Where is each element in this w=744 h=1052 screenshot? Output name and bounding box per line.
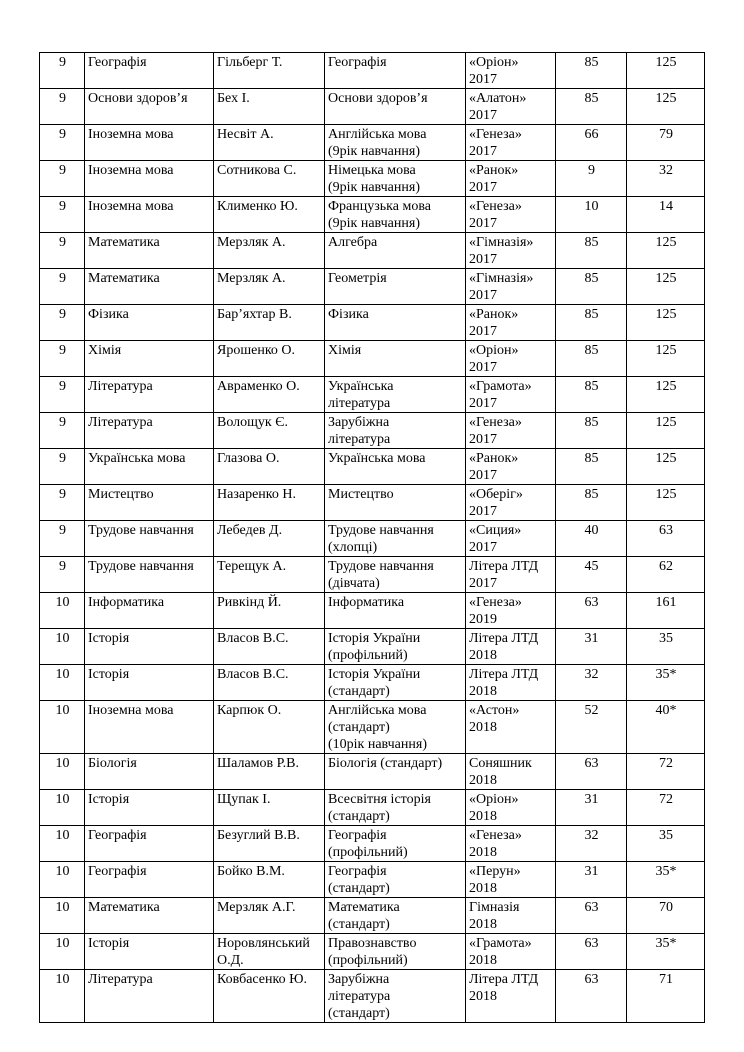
count-1-cell: 63 (556, 970, 627, 1023)
grade-cell: 9 (40, 521, 85, 557)
textbook-title-cell: Геометрія (325, 269, 466, 305)
subject-cell: Українська мова (85, 449, 214, 485)
grade-cell: 10 (40, 629, 85, 665)
count-1-cell: 85 (556, 449, 627, 485)
count-2-cell: 125 (627, 341, 705, 377)
grade-cell: 10 (40, 790, 85, 826)
table-row (40, 413, 705, 449)
author-cell: Мерзляк А.Г. (214, 898, 325, 934)
subject-cell: Географія (85, 862, 214, 898)
count-1-cell: 85 (556, 341, 627, 377)
publisher-cell: «Сиция» 2017 (466, 521, 556, 557)
subject-cell: Трудове навчання (85, 557, 214, 593)
count-2-cell: 125 (627, 305, 705, 341)
publisher-cell: «Генеза» 2017 (466, 197, 556, 233)
count-2-cell: 125 (627, 89, 705, 125)
subject-cell: Географія (85, 826, 214, 862)
subject-cell: Математика (85, 269, 214, 305)
count-2-cell: 161 (627, 593, 705, 629)
count-2-cell: 72 (627, 790, 705, 826)
subject-cell: Література (85, 970, 214, 1023)
subject-cell: Іноземна мова (85, 125, 214, 161)
textbook-title-cell: Трудове навчання (хлопці) (325, 521, 466, 557)
textbook-title-cell: Німецька мова (9рік навчання) (325, 161, 466, 197)
subject-cell: Іноземна мова (85, 161, 214, 197)
publisher-cell: «Перун» 2018 (466, 862, 556, 898)
count-1-cell: 85 (556, 485, 627, 521)
publisher-cell: «Ранок» 2017 (466, 305, 556, 341)
subject-cell: Біологія (85, 754, 214, 790)
subject-cell: Інформатика (85, 593, 214, 629)
table-row (40, 970, 705, 1023)
publisher-cell: «Генеза» 2017 (466, 125, 556, 161)
count-1-cell: 31 (556, 629, 627, 665)
publisher-cell: «Астон» 2018 (466, 701, 556, 754)
grade-cell: 10 (40, 970, 85, 1023)
table-row (40, 341, 705, 377)
grade-cell: 9 (40, 53, 85, 89)
publisher-cell: Літера ЛТД 2017 (466, 557, 556, 593)
textbook-title-cell: Історія України (профільний) (325, 629, 466, 665)
publisher-cell: Літера ЛТД 2018 (466, 970, 556, 1023)
author-cell: Гільберг Т. (214, 53, 325, 89)
count-2-cell: 125 (627, 485, 705, 521)
textbook-title-cell: Всесвітня історія (стандарт) (325, 790, 466, 826)
author-cell: Клименко Ю. (214, 197, 325, 233)
table-row (40, 701, 705, 754)
count-1-cell: 85 (556, 233, 627, 269)
publisher-cell: «Грамота» 2017 (466, 377, 556, 413)
publisher-cell: «Генеза» 2019 (466, 593, 556, 629)
count-1-cell: 85 (556, 269, 627, 305)
count-2-cell: 62 (627, 557, 705, 593)
table-row (40, 665, 705, 701)
table-row (40, 449, 705, 485)
subject-cell: Основи здоров’я (85, 89, 214, 125)
count-2-cell: 35 (627, 629, 705, 665)
grade-cell: 10 (40, 934, 85, 970)
textbook-title-cell: Мистецтво (325, 485, 466, 521)
subject-cell: Іноземна мова (85, 701, 214, 754)
count-1-cell: 32 (556, 665, 627, 701)
table-row (40, 754, 705, 790)
count-1-cell: 31 (556, 862, 627, 898)
table-row (40, 862, 705, 898)
grade-cell: 10 (40, 898, 85, 934)
publisher-cell: Соняшник 2018 (466, 754, 556, 790)
table-row (40, 521, 705, 557)
author-cell: Ривкінд Й. (214, 593, 325, 629)
author-cell: Авраменко О. (214, 377, 325, 413)
grade-cell: 10 (40, 593, 85, 629)
grade-cell: 9 (40, 557, 85, 593)
author-cell: Несвіт А. (214, 125, 325, 161)
author-cell: Мерзляк А. (214, 269, 325, 305)
count-2-cell: 70 (627, 898, 705, 934)
count-2-cell: 79 (627, 125, 705, 161)
textbook-title-cell: Зарубіжна література (325, 413, 466, 449)
author-cell: Сотникова С. (214, 161, 325, 197)
author-cell: Норовлянський О.Д. (214, 934, 325, 970)
count-2-cell: 125 (627, 53, 705, 89)
subject-cell: Історія (85, 665, 214, 701)
subject-cell: Історія (85, 934, 214, 970)
table-row (40, 53, 705, 89)
grade-cell: 9 (40, 233, 85, 269)
publisher-cell: «Оріон» 2017 (466, 341, 556, 377)
subject-cell: Література (85, 377, 214, 413)
count-1-cell: 63 (556, 754, 627, 790)
count-1-cell: 9 (556, 161, 627, 197)
count-2-cell: 35 (627, 826, 705, 862)
count-2-cell: 32 (627, 161, 705, 197)
count-2-cell: 72 (627, 754, 705, 790)
grade-cell: 9 (40, 197, 85, 233)
textbook-title-cell: Зарубіжна література (стандарт) (325, 970, 466, 1023)
textbook-title-cell: Французька мова (9рік навчання) (325, 197, 466, 233)
subject-cell: Фізика (85, 305, 214, 341)
subject-cell: Іноземна мова (85, 197, 214, 233)
grade-cell: 10 (40, 826, 85, 862)
author-cell: Ярошенко О. (214, 341, 325, 377)
count-1-cell: 63 (556, 934, 627, 970)
table-row (40, 790, 705, 826)
count-1-cell: 63 (556, 593, 627, 629)
grade-cell: 9 (40, 89, 85, 125)
table-row (40, 557, 705, 593)
author-cell: Мерзляк А. (214, 233, 325, 269)
table-row (40, 485, 705, 521)
count-1-cell: 40 (556, 521, 627, 557)
subject-cell: Історія (85, 790, 214, 826)
count-2-cell: 63 (627, 521, 705, 557)
textbook-title-cell: Географія (325, 53, 466, 89)
textbook-title-cell: Алгебра (325, 233, 466, 269)
table-body (40, 53, 705, 1023)
count-2-cell: 35* (627, 862, 705, 898)
count-1-cell: 32 (556, 826, 627, 862)
subject-cell: Математика (85, 233, 214, 269)
textbook-title-cell: Математика (стандарт) (325, 898, 466, 934)
publisher-cell: «Ранок» 2017 (466, 449, 556, 485)
textbook-title-cell: Основи здоров’я (325, 89, 466, 125)
author-cell: Лебедев Д. (214, 521, 325, 557)
publisher-cell: «Грамота» 2018 (466, 934, 556, 970)
count-1-cell: 31 (556, 790, 627, 826)
grade-cell: 10 (40, 665, 85, 701)
publisher-cell: «Оріон» 2018 (466, 790, 556, 826)
textbook-title-cell: Географія (профільний) (325, 826, 466, 862)
count-1-cell: 66 (556, 125, 627, 161)
publisher-cell: «Оберіг» 2017 (466, 485, 556, 521)
textbook-title-cell: Біологія (стандарт) (325, 754, 466, 790)
table-row (40, 89, 705, 125)
textbook-title-cell: Українська література (325, 377, 466, 413)
table-row (40, 934, 705, 970)
count-2-cell: 35* (627, 665, 705, 701)
textbook-title-cell: Англійська мова (стандарт) (10рік навчання) (325, 701, 466, 754)
subject-cell: Географія (85, 53, 214, 89)
table-row (40, 269, 705, 305)
table-row (40, 197, 705, 233)
count-2-cell: 125 (627, 269, 705, 305)
author-cell: Бех І. (214, 89, 325, 125)
grade-cell: 9 (40, 341, 85, 377)
count-2-cell: 71 (627, 970, 705, 1023)
author-cell: Карпюк О. (214, 701, 325, 754)
subject-cell: Хімія (85, 341, 214, 377)
author-cell: Глазова О. (214, 449, 325, 485)
publisher-cell: Літера ЛТД 2018 (466, 629, 556, 665)
grade-cell: 9 (40, 125, 85, 161)
subject-cell: Математика (85, 898, 214, 934)
textbook-title-cell: Географія (стандарт) (325, 862, 466, 898)
count-1-cell: 45 (556, 557, 627, 593)
grade-cell: 9 (40, 269, 85, 305)
subject-cell: Мистецтво (85, 485, 214, 521)
count-1-cell: 10 (556, 197, 627, 233)
count-1-cell: 85 (556, 377, 627, 413)
count-1-cell: 85 (556, 53, 627, 89)
table-row (40, 898, 705, 934)
grade-cell: 9 (40, 305, 85, 341)
subject-cell: Історія (85, 629, 214, 665)
count-2-cell: 40* (627, 701, 705, 754)
textbook-title-cell: Українська мова (325, 449, 466, 485)
author-cell: Власов В.С. (214, 629, 325, 665)
textbook-table (39, 52, 705, 1023)
table-row (40, 161, 705, 197)
publisher-cell: «Ранок» 2017 (466, 161, 556, 197)
count-2-cell: 35* (627, 934, 705, 970)
table-row (40, 826, 705, 862)
publisher-cell: «Гімназія» 2017 (466, 233, 556, 269)
grade-cell: 9 (40, 161, 85, 197)
table-row (40, 233, 705, 269)
author-cell: Ковбасенко Ю. (214, 970, 325, 1023)
author-cell: Шаламов Р.В. (214, 754, 325, 790)
table-row (40, 593, 705, 629)
table-row (40, 629, 705, 665)
grade-cell: 10 (40, 701, 85, 754)
publisher-cell: «Алатон» 2017 (466, 89, 556, 125)
count-2-cell: 125 (627, 233, 705, 269)
table-row (40, 305, 705, 341)
textbook-title-cell: Фізика (325, 305, 466, 341)
textbook-title-cell: Інформатика (325, 593, 466, 629)
count-2-cell: 125 (627, 377, 705, 413)
count-1-cell: 63 (556, 898, 627, 934)
publisher-cell: «Оріон» 2017 (466, 53, 556, 89)
author-cell: Власов В.С. (214, 665, 325, 701)
count-2-cell: 14 (627, 197, 705, 233)
publisher-cell: Гімназія 2018 (466, 898, 556, 934)
textbook-title-cell: Історія України (стандарт) (325, 665, 466, 701)
grade-cell: 9 (40, 485, 85, 521)
grade-cell: 9 (40, 377, 85, 413)
count-1-cell: 85 (556, 413, 627, 449)
publisher-cell: «Генеза» 2018 (466, 826, 556, 862)
count-1-cell: 52 (556, 701, 627, 754)
subject-cell: Література (85, 413, 214, 449)
count-1-cell: 85 (556, 89, 627, 125)
publisher-cell: «Гімназія» 2017 (466, 269, 556, 305)
count-1-cell: 85 (556, 305, 627, 341)
textbook-title-cell: Англійська мова (9рік навчання) (325, 125, 466, 161)
publisher-cell: Літера ЛТД 2018 (466, 665, 556, 701)
grade-cell: 10 (40, 862, 85, 898)
count-2-cell: 125 (627, 413, 705, 449)
author-cell: Волощук Є. (214, 413, 325, 449)
grade-cell: 9 (40, 449, 85, 485)
author-cell: Безуглий В.В. (214, 826, 325, 862)
publisher-cell: «Генеза» 2017 (466, 413, 556, 449)
author-cell: Бар’яхтар В. (214, 305, 325, 341)
table-row (40, 125, 705, 161)
grade-cell: 9 (40, 413, 85, 449)
textbook-title-cell: Правознавство (профільний) (325, 934, 466, 970)
count-2-cell: 125 (627, 449, 705, 485)
author-cell: Бойко В.М. (214, 862, 325, 898)
grade-cell: 10 (40, 754, 85, 790)
author-cell: Щупак І. (214, 790, 325, 826)
textbook-title-cell: Хімія (325, 341, 466, 377)
subject-cell: Трудове навчання (85, 521, 214, 557)
table-row (40, 377, 705, 413)
textbook-title-cell: Трудове навчання (дівчата) (325, 557, 466, 593)
author-cell: Назаренко Н. (214, 485, 325, 521)
author-cell: Терещук А. (214, 557, 325, 593)
